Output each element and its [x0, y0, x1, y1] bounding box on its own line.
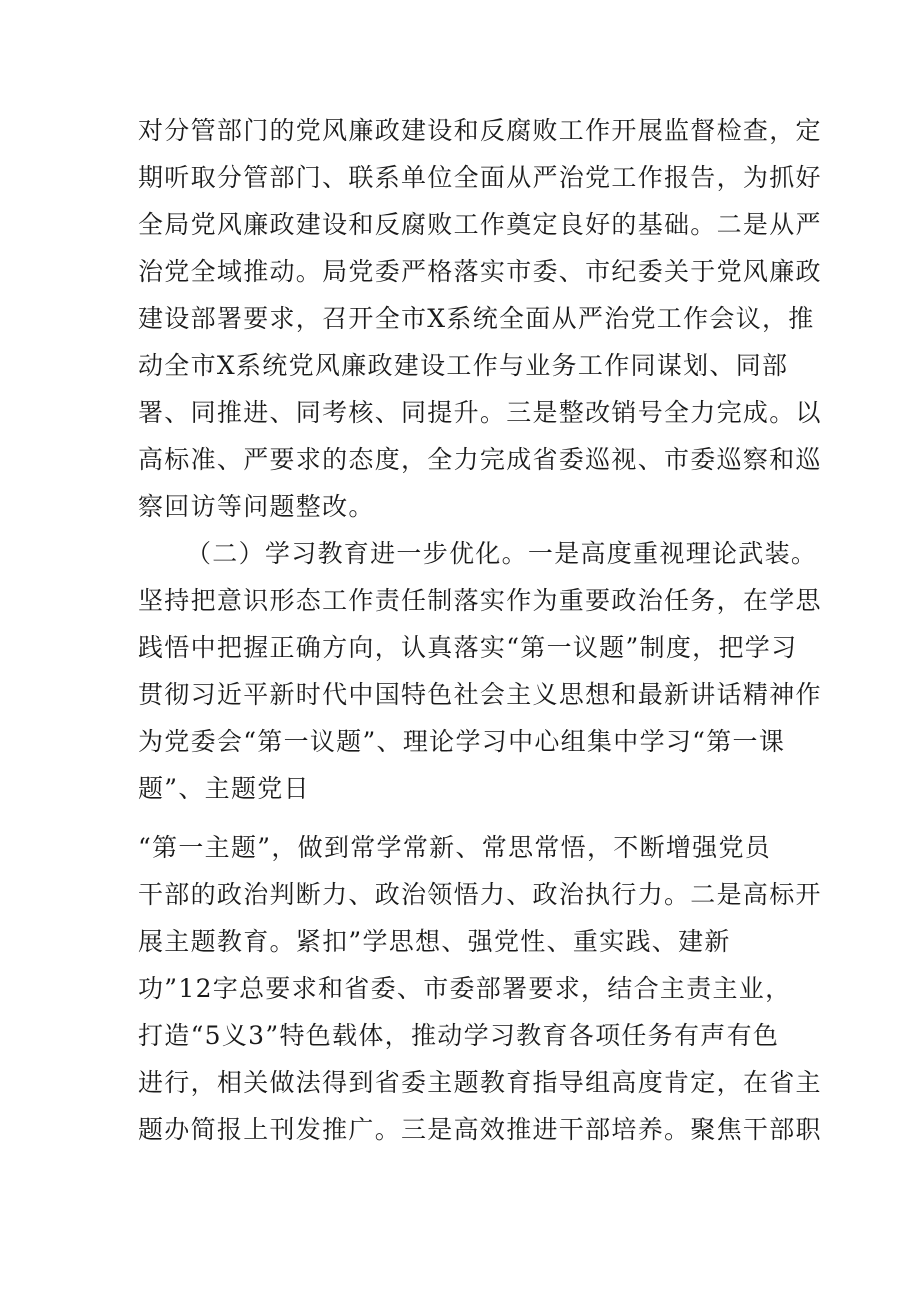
text-line: 动全市X系统党风廉政建设工作与业务工作同谋划、同部 — [138, 351, 789, 380]
text-line: 题”、主题党日 — [138, 774, 310, 803]
text-line: 题办简报上刊发推广。三是高效推进干部培养。聚焦干部职 — [138, 1115, 822, 1144]
text-line: 贯彻习近平新时代中国特色社会主义思想和最新讲话精神作 — [138, 680, 822, 709]
text-line: 坚持把意识形态工作责任制落实作为重要政治任务，在学思 — [138, 586, 822, 615]
text-line: 干部的政治判断力、政治领悟力、政治执行力。二是高标开 — [138, 880, 822, 909]
text-line: 为党委会“第一议题”、理论学习中心组集中学习“第一课 — [138, 727, 786, 756]
text-line: 高标准、严要求的态度，全力完成省委巡视、市委巡察和巡 — [138, 445, 822, 474]
section-heading-line: （二）学习教育进一步优化。一是高度重视理论武装。 — [186, 539, 818, 568]
text-line: 打造“5义3”特色载体，推动学习教育各项任务有声有色 — [138, 1021, 780, 1050]
text-line: 功”12字总要求和省委、市委部署要求，结合主责主业， — [138, 974, 792, 1003]
text-line: 对分管部门的党风廉政建设和反腐败工作开展监督检查，定 — [138, 116, 822, 145]
text-line: 察回访等问题整改。 — [138, 492, 375, 521]
text-line: 期听取分管部门、联系单位全面从严治党工作报告，为抓好 — [138, 163, 822, 192]
text-line: 署、同推进、同考核、同提升。三是整改销号全力完成。以 — [138, 398, 822, 427]
text-line: 进行，相关做法得到省委主题教育指导组高度肯定，在省主 — [138, 1068, 822, 1097]
text-line: 治党全域推动。局党委严格落实市委、市纪委关于党风廉政 — [138, 257, 822, 286]
text-line: 展主题教育。紧扣”学思想、强党性、重实践、建新 — [138, 927, 731, 956]
text-line: 建设部署要求，召开全市X系统全面从严治党工作会议，推 — [138, 304, 815, 333]
text-line: 全局党风廉政建设和反腐败工作奠定良好的基础。二是从严 — [138, 210, 822, 239]
text-line: “第一主题”，做到常学常新、常思常悟，不断增强党员 — [138, 833, 772, 862]
text-line: 践悟中把握正确方向，认真落实“第一议题”制度，把学习 — [138, 633, 798, 662]
